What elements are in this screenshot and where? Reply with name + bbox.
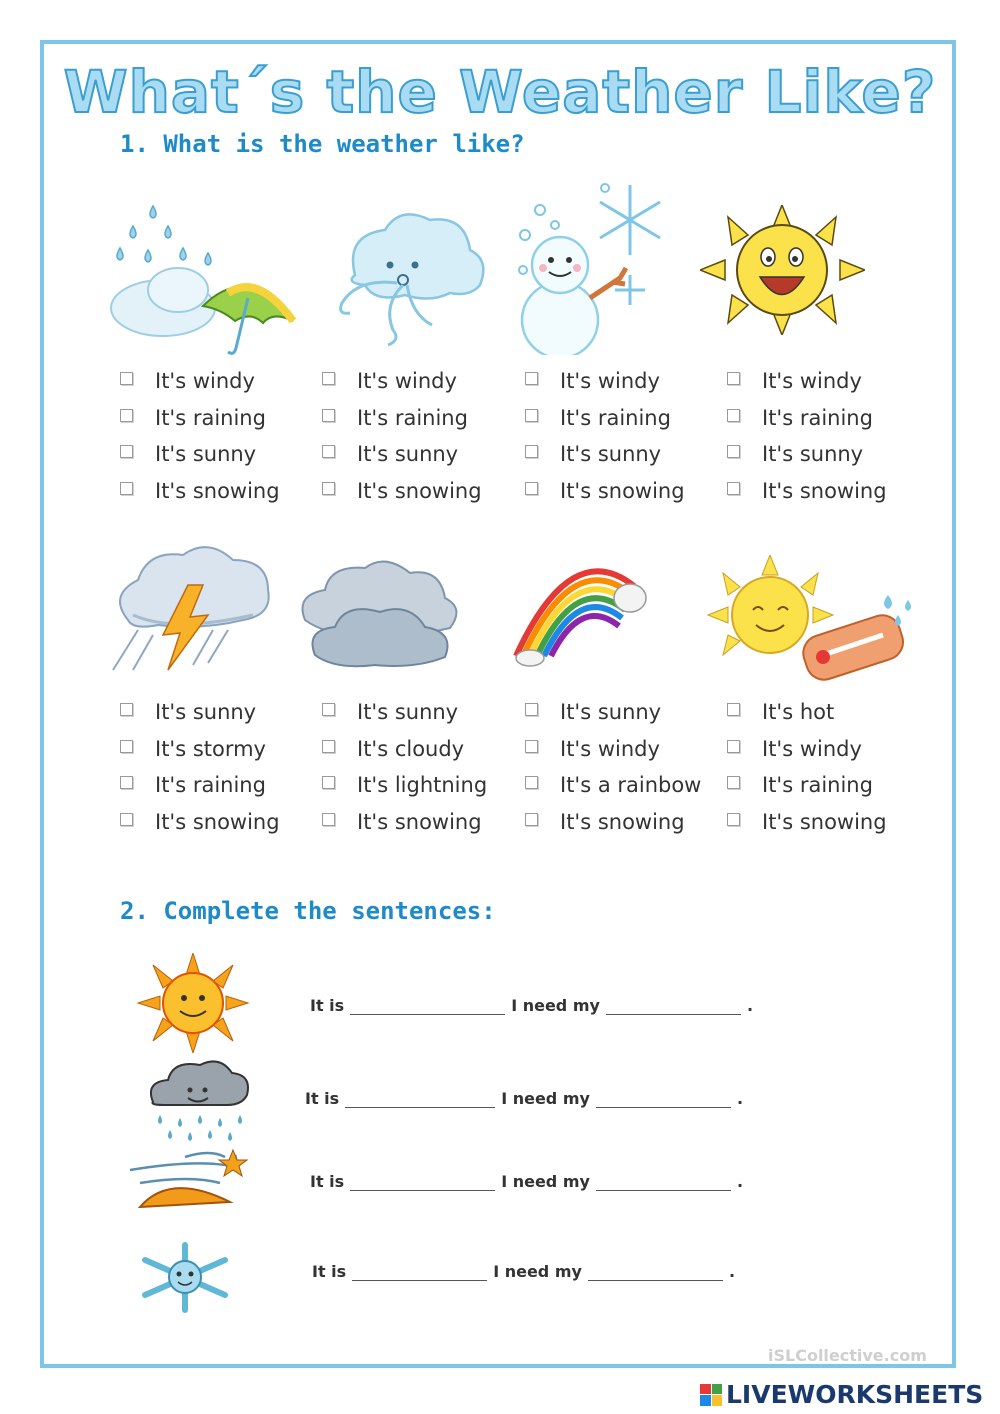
checkbox[interactable]: [322, 776, 335, 789]
checkbox[interactable]: [322, 372, 335, 385]
checkbox[interactable]: [727, 372, 740, 385]
checkbox[interactable]: [727, 703, 740, 716]
option-item[interactable]: It's sunny: [322, 703, 522, 740]
checkbox[interactable]: [525, 776, 538, 789]
option-item[interactable]: It's snowing: [727, 813, 927, 850]
blank-item-1[interactable]: [606, 1000, 741, 1015]
option-item[interactable]: It's snowing: [525, 482, 725, 519]
blank-weather-4[interactable]: [352, 1266, 487, 1281]
option-item[interactable]: It's snowing: [322, 813, 522, 850]
checkbox[interactable]: [525, 482, 538, 495]
snowflake-icon: [135, 1240, 235, 1315]
checkbox[interactable]: [727, 482, 740, 495]
option-item[interactable]: It's sunny: [120, 703, 320, 740]
liveworksheets-logo-icon: [700, 1384, 722, 1406]
option-item[interactable]: It's windy: [525, 740, 725, 777]
option-item[interactable]: It's hot: [727, 703, 927, 740]
wind-leaves-icon: [125, 1145, 250, 1215]
option-item[interactable]: It's windy: [322, 372, 522, 409]
checkbox[interactable]: [525, 813, 538, 826]
section-1-heading: 1. What is the weather like?: [120, 130, 525, 158]
sentence-4: It is I need my .: [312, 1262, 736, 1281]
page-title: What´s the Weather Like?: [63, 58, 937, 126]
question-8-options: [727, 700, 927, 849]
option-item[interactable]: It's sunny: [120, 445, 320, 482]
watermark: iSLCollective.com: [768, 1346, 927, 1365]
snowman-icon: [515, 180, 675, 355]
checkbox[interactable]: [727, 776, 740, 789]
checkbox[interactable]: [525, 409, 538, 422]
checkbox[interactable]: [525, 445, 538, 458]
blank-weather-2[interactable]: [345, 1093, 495, 1108]
checkbox[interactable]: [120, 776, 133, 789]
question-6-options: [322, 700, 522, 849]
checkbox[interactable]: [322, 482, 335, 495]
checkbox[interactable]: [120, 409, 133, 422]
blank-item-4[interactable]: [588, 1266, 723, 1281]
option-item[interactable]: It's windy: [727, 740, 927, 777]
option-item[interactable]: It's snowing: [120, 482, 320, 519]
option-item[interactable]: It's windy: [120, 372, 320, 409]
checkbox[interactable]: [727, 813, 740, 826]
option-item[interactable]: It's raining: [322, 409, 522, 446]
checkbox[interactable]: [525, 372, 538, 385]
liveworksheets-brand[interactable]: LIVEWORKSHEETS: [700, 1380, 983, 1409]
checkbox[interactable]: [120, 372, 133, 385]
checkbox[interactable]: [322, 409, 335, 422]
blank-weather-3[interactable]: [350, 1176, 495, 1191]
option-item[interactable]: It's stormy: [120, 740, 320, 777]
option-item[interactable]: It's raining: [727, 776, 927, 813]
smiling-sun-icon: [700, 205, 865, 335]
sentence-2: It is I need my .: [305, 1089, 744, 1108]
option-item[interactable]: It's raining: [525, 409, 725, 446]
sentence-3: It is I need my .: [310, 1172, 744, 1191]
checkbox[interactable]: [120, 482, 133, 495]
sentence-1: It is I need my .: [310, 996, 754, 1015]
option-item[interactable]: It's cloudy: [322, 740, 522, 777]
checkbox[interactable]: [525, 703, 538, 716]
question-1-options: [120, 369, 320, 518]
checkbox[interactable]: [120, 740, 133, 753]
question-3-options: [525, 369, 725, 518]
option-item[interactable]: It's sunny: [525, 445, 725, 482]
checkbox[interactable]: [322, 703, 335, 716]
checkbox[interactable]: [322, 740, 335, 753]
option-item[interactable]: It's snowing: [727, 482, 927, 519]
option-item[interactable]: It's lightning: [322, 776, 522, 813]
checkbox[interactable]: [120, 813, 133, 826]
question-5-options: [120, 700, 320, 849]
option-item[interactable]: It's windy: [727, 372, 927, 409]
option-item[interactable]: It's windy: [525, 372, 725, 409]
checkbox[interactable]: [322, 813, 335, 826]
option-item[interactable]: It's sunny: [322, 445, 522, 482]
question-7-options: [525, 700, 725, 849]
option-item[interactable]: It's sunny: [525, 703, 725, 740]
blank-weather-1[interactable]: [350, 1000, 505, 1015]
option-item[interactable]: It's sunny: [727, 445, 927, 482]
option-item[interactable]: It's raining: [727, 409, 927, 446]
blank-item-2[interactable]: [596, 1093, 731, 1108]
option-item[interactable]: It's a rainbow: [525, 776, 725, 813]
option-item[interactable]: It's raining: [120, 409, 320, 446]
checkbox[interactable]: [727, 445, 740, 458]
rainbow-icon: [510, 568, 650, 668]
question-2-options: [322, 369, 522, 518]
section-2-heading: 2. Complete the sentences:: [120, 897, 496, 925]
checkbox[interactable]: [525, 740, 538, 753]
checkbox[interactable]: [120, 703, 133, 716]
grey-clouds-icon: [295, 560, 460, 680]
option-item[interactable]: It's raining: [120, 776, 320, 813]
checkbox[interactable]: [120, 445, 133, 458]
rain-umbrella-icon: [108, 198, 303, 363]
option-item[interactable]: It's snowing: [322, 482, 522, 519]
checkbox[interactable]: [322, 445, 335, 458]
windy-cloud-icon: [325, 205, 490, 355]
blank-item-3[interactable]: [596, 1176, 731, 1191]
storm-cloud-icon: [108, 545, 278, 680]
question-4-options: [727, 369, 927, 518]
option-item[interactable]: It's snowing: [525, 813, 725, 850]
checkbox[interactable]: [727, 740, 740, 753]
option-item[interactable]: It's snowing: [120, 813, 320, 850]
checkbox[interactable]: [727, 409, 740, 422]
sun-icon: [128, 953, 258, 1053]
hot-sun-thermometer-icon: [698, 555, 923, 690]
rain-cloud-icon: [145, 1060, 250, 1145]
